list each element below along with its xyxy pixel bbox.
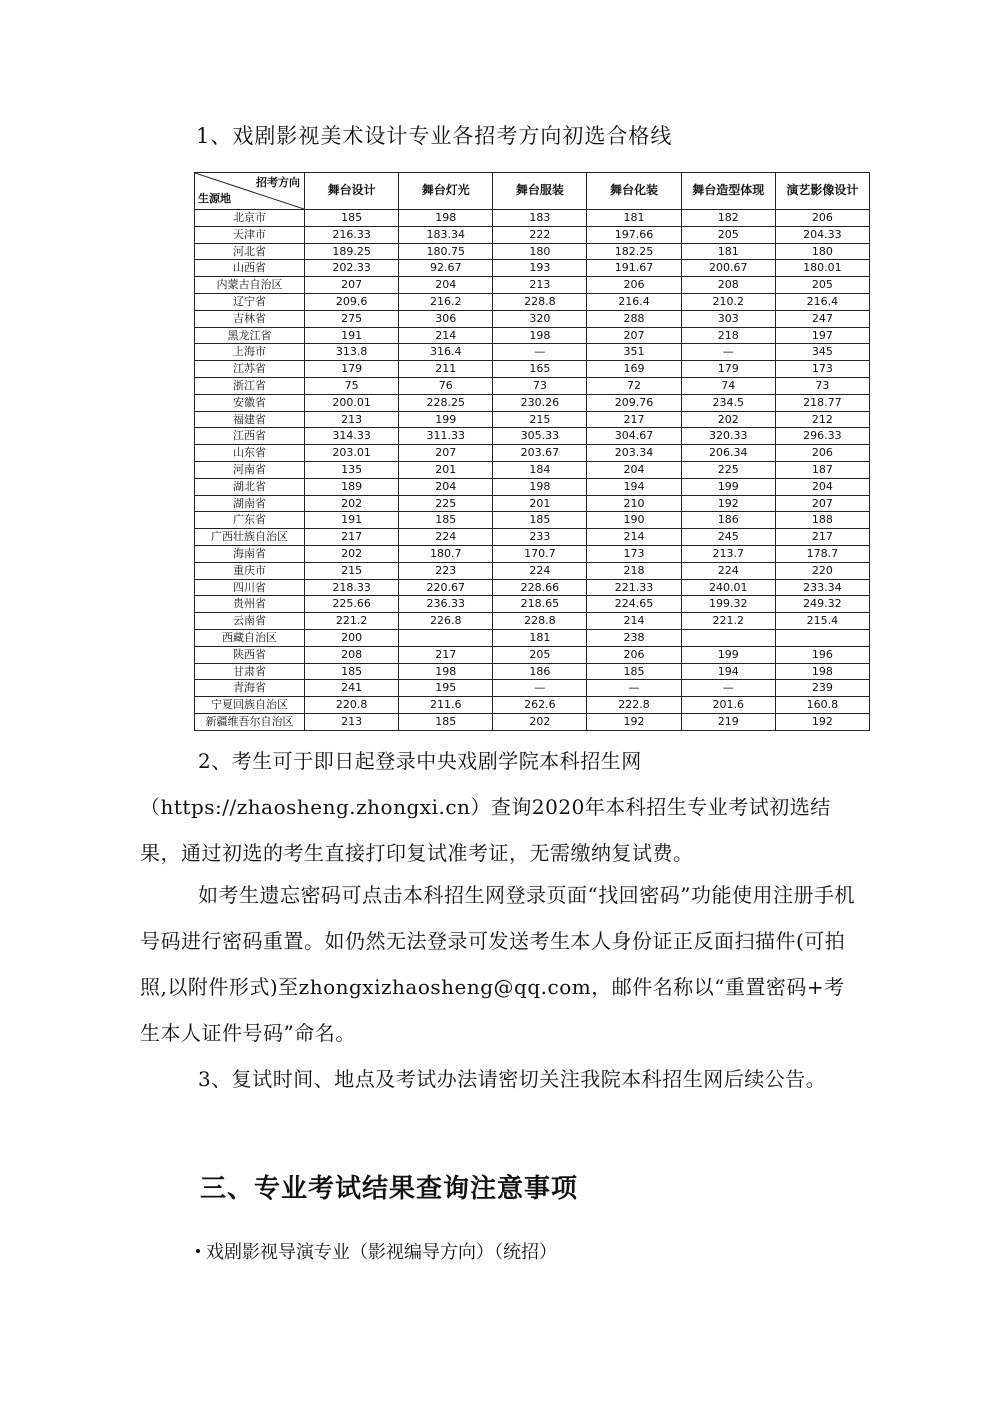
score-cell: 195 bbox=[399, 680, 493, 697]
score-cell: 181 bbox=[681, 243, 775, 260]
score-cell: 197 bbox=[775, 327, 869, 344]
table-row bbox=[195, 361, 870, 378]
score-cell: 224 bbox=[681, 562, 775, 579]
score-cell: 234.5 bbox=[681, 394, 775, 411]
score-cell: 215 bbox=[493, 411, 587, 428]
score-cell: 222.8 bbox=[587, 697, 681, 714]
score-cell: 160.8 bbox=[775, 697, 869, 714]
score-cell: 207 bbox=[305, 277, 399, 294]
score-cell: 228.25 bbox=[399, 394, 493, 411]
score-cell: 245 bbox=[681, 529, 775, 546]
region-cell: 吉林省 bbox=[195, 310, 305, 327]
score-cell: 186 bbox=[493, 663, 587, 680]
score-cell: 225.66 bbox=[305, 596, 399, 613]
score-cell: 189.25 bbox=[305, 243, 399, 260]
score-cell: 209.6 bbox=[305, 293, 399, 310]
corner-label-direction: 招考方向 bbox=[256, 176, 300, 189]
table-row bbox=[195, 226, 870, 243]
score-cell: 216.2 bbox=[399, 293, 493, 310]
table-row bbox=[195, 327, 870, 344]
score-cell: 170.7 bbox=[493, 545, 587, 562]
score-cell: 217 bbox=[305, 529, 399, 546]
score-cell: 202.33 bbox=[305, 260, 399, 277]
score-cell: 206.34 bbox=[681, 445, 775, 462]
score-cell: 228.8 bbox=[493, 293, 587, 310]
score-cell: 213 bbox=[305, 713, 399, 730]
score-cell: 194 bbox=[587, 478, 681, 495]
score-cell: 199 bbox=[681, 478, 775, 495]
column-header: 舞台灯光 bbox=[399, 173, 493, 210]
score-cell: 200.67 bbox=[681, 260, 775, 277]
score-cell: 202 bbox=[305, 545, 399, 562]
score-cell: 192 bbox=[775, 713, 869, 730]
score-cell: 221.2 bbox=[681, 613, 775, 630]
score-cell: 216.4 bbox=[775, 293, 869, 310]
table-row bbox=[195, 613, 870, 630]
score-cell: 191 bbox=[305, 512, 399, 529]
column-header: 舞台设计 bbox=[305, 173, 399, 210]
score-cell: 192 bbox=[681, 495, 775, 512]
table-row bbox=[195, 646, 870, 663]
score-cell: 194 bbox=[681, 663, 775, 680]
score-cell: 224 bbox=[493, 562, 587, 579]
table-row bbox=[195, 243, 870, 260]
score-cell: 165 bbox=[493, 361, 587, 378]
score-cell: 201 bbox=[399, 461, 493, 478]
score-cell: 205 bbox=[775, 277, 869, 294]
score-cell: 220.67 bbox=[399, 579, 493, 596]
score-cell: 262.6 bbox=[493, 697, 587, 714]
region-cell: 甘肃省 bbox=[195, 663, 305, 680]
score-cell: 228.66 bbox=[493, 579, 587, 596]
table-row bbox=[195, 629, 870, 646]
score-cell: 238 bbox=[587, 629, 681, 646]
score-cell: 204 bbox=[775, 478, 869, 495]
score-cell: 213.7 bbox=[681, 545, 775, 562]
score-cell: 218.77 bbox=[775, 394, 869, 411]
table-row bbox=[195, 545, 870, 562]
score-cell: 169 bbox=[587, 361, 681, 378]
score-cell: 313.8 bbox=[305, 344, 399, 361]
score-cell: 185 bbox=[587, 663, 681, 680]
table-row bbox=[195, 260, 870, 277]
score-cell bbox=[775, 629, 869, 646]
score-cell: 316.4 bbox=[399, 344, 493, 361]
table-row bbox=[195, 344, 870, 361]
score-cell: 214 bbox=[587, 613, 681, 630]
score-cell: 221.33 bbox=[587, 579, 681, 596]
bullet-item bbox=[196, 1238, 557, 1264]
score-cell: 218.33 bbox=[305, 579, 399, 596]
table-row bbox=[195, 562, 870, 579]
score-cell: 179 bbox=[305, 361, 399, 378]
table-row bbox=[195, 210, 870, 227]
score-cell: 197.66 bbox=[587, 226, 681, 243]
table-row bbox=[195, 512, 870, 529]
region-cell: 黑龙江省 bbox=[195, 327, 305, 344]
score-cell: — bbox=[493, 680, 587, 697]
region-cell: 陕西省 bbox=[195, 646, 305, 663]
score-cell: 214 bbox=[587, 529, 681, 546]
score-cell: 204 bbox=[587, 461, 681, 478]
region-cell: 广西壮族自治区 bbox=[195, 529, 305, 546]
score-cell: 72 bbox=[587, 377, 681, 394]
region-cell: 广东省 bbox=[195, 512, 305, 529]
score-cell: 76 bbox=[399, 377, 493, 394]
table-row bbox=[195, 445, 870, 462]
region-cell: 四川省 bbox=[195, 579, 305, 596]
score-cell: 135 bbox=[305, 461, 399, 478]
score-cell: 214 bbox=[399, 327, 493, 344]
score-cell: 210 bbox=[587, 495, 681, 512]
score-cell: 239 bbox=[775, 680, 869, 697]
score-cell bbox=[399, 629, 493, 646]
table-body bbox=[195, 210, 870, 731]
score-cell: 233.34 bbox=[775, 579, 869, 596]
score-cell: 288 bbox=[587, 310, 681, 327]
score-cell: 217 bbox=[399, 646, 493, 663]
table-row bbox=[195, 495, 870, 512]
score-cell: 198 bbox=[399, 663, 493, 680]
region-cell: 福建省 bbox=[195, 411, 305, 428]
score-cell: 205 bbox=[681, 226, 775, 243]
score-cell: 213 bbox=[305, 411, 399, 428]
score-cell: 201.6 bbox=[681, 697, 775, 714]
section-1-heading: 1、戏剧影视美术设计专业各招考方向初选合格线 bbox=[196, 124, 673, 148]
region-cell: 山西省 bbox=[195, 260, 305, 277]
region-cell: 河南省 bbox=[195, 461, 305, 478]
region-cell: 山东省 bbox=[195, 445, 305, 462]
bullet-item-text: 戏剧影视导演专业（影视编导方向）（统招） bbox=[206, 1242, 557, 1263]
column-header: 演艺影像设计 bbox=[775, 173, 869, 210]
score-cell: 215 bbox=[305, 562, 399, 579]
score-cell: 189 bbox=[305, 478, 399, 495]
region-cell: 青海省 bbox=[195, 680, 305, 697]
score-cell: 192 bbox=[587, 713, 681, 730]
score-cell: — bbox=[681, 344, 775, 361]
region-cell: 浙江省 bbox=[195, 377, 305, 394]
score-cell: 304.67 bbox=[587, 428, 681, 445]
score-cell: 204.33 bbox=[775, 226, 869, 243]
score-cell: 213 bbox=[493, 277, 587, 294]
score-cell: 218 bbox=[681, 327, 775, 344]
score-cell: 73 bbox=[775, 377, 869, 394]
score-cell: 275 bbox=[305, 310, 399, 327]
score-cell bbox=[681, 629, 775, 646]
score-cell: 204 bbox=[399, 277, 493, 294]
score-cell: 193 bbox=[493, 260, 587, 277]
score-cell: 230.26 bbox=[493, 394, 587, 411]
score-cell: 185 bbox=[493, 512, 587, 529]
score-cell: 206 bbox=[775, 445, 869, 462]
score-cell: 314.33 bbox=[305, 428, 399, 445]
score-cell: 202 bbox=[493, 713, 587, 730]
region-cell: 贵州省 bbox=[195, 596, 305, 613]
score-cell: 320 bbox=[493, 310, 587, 327]
score-cell: 207 bbox=[399, 445, 493, 462]
bullet-dot-icon bbox=[196, 1249, 200, 1253]
table-row bbox=[195, 277, 870, 294]
score-cell: 191.67 bbox=[587, 260, 681, 277]
region-cell: 西藏自治区 bbox=[195, 629, 305, 646]
table-row bbox=[195, 529, 870, 546]
score-cell: 201 bbox=[493, 495, 587, 512]
score-cell: 220.8 bbox=[305, 697, 399, 714]
table-row bbox=[195, 394, 870, 411]
score-cell: — bbox=[681, 680, 775, 697]
score-cell: 202 bbox=[305, 495, 399, 512]
score-cell: 181 bbox=[493, 629, 587, 646]
score-cell: 178.7 bbox=[775, 545, 869, 562]
score-cell: 173 bbox=[775, 361, 869, 378]
score-cell: 196 bbox=[775, 646, 869, 663]
score-cell: 92.67 bbox=[399, 260, 493, 277]
corner-label-origin: 生源地 bbox=[198, 192, 231, 206]
score-cell: 186 bbox=[681, 512, 775, 529]
score-cell: 202 bbox=[681, 411, 775, 428]
score-cell: 185 bbox=[305, 663, 399, 680]
score-cell: 320.33 bbox=[681, 428, 775, 445]
region-cell: 河北省 bbox=[195, 243, 305, 260]
region-cell: 湖南省 bbox=[195, 495, 305, 512]
score-cell: 198 bbox=[775, 663, 869, 680]
paragraph-login-notice: 2、考生可于即日起登录中央戏剧学院本科招生网 bbox=[198, 749, 642, 773]
score-cell: 180.75 bbox=[399, 243, 493, 260]
score-cell: 249.32 bbox=[775, 596, 869, 613]
score-cell: 208 bbox=[681, 277, 775, 294]
table-row bbox=[195, 461, 870, 478]
score-cell: 203.67 bbox=[493, 445, 587, 462]
score-cell: 228.8 bbox=[493, 613, 587, 630]
region-cell: 北京市 bbox=[195, 210, 305, 227]
score-cell: 199.32 bbox=[681, 596, 775, 613]
section-3-heading: 三、专业考试结果查询注意事项 bbox=[200, 1174, 579, 1204]
score-cell: 220 bbox=[775, 562, 869, 579]
score-cell: 188 bbox=[775, 512, 869, 529]
score-cell: 206 bbox=[775, 210, 869, 227]
column-header: 舞台服装 bbox=[493, 173, 587, 210]
score-cell: 296.33 bbox=[775, 428, 869, 445]
score-cell: 207 bbox=[775, 495, 869, 512]
table-header-row bbox=[195, 173, 870, 210]
score-cell: 180 bbox=[775, 243, 869, 260]
table-row bbox=[195, 680, 870, 697]
score-cell: 216.4 bbox=[587, 293, 681, 310]
score-cell: 187 bbox=[775, 461, 869, 478]
score-cell: 222 bbox=[493, 226, 587, 243]
score-cell: 185 bbox=[399, 512, 493, 529]
score-cell: 182 bbox=[681, 210, 775, 227]
score-cell: 207 bbox=[587, 327, 681, 344]
score-cell: 217 bbox=[775, 529, 869, 546]
region-cell: 安徽省 bbox=[195, 394, 305, 411]
score-cell: 173 bbox=[587, 545, 681, 562]
score-cell: 190 bbox=[587, 512, 681, 529]
region-cell: 天津市 bbox=[195, 226, 305, 243]
score-cell: 200 bbox=[305, 629, 399, 646]
region-cell: 云南省 bbox=[195, 613, 305, 630]
region-cell: 新疆维吾尔自治区 bbox=[195, 713, 305, 730]
region-cell: 海南省 bbox=[195, 545, 305, 562]
score-cell: 240.01 bbox=[681, 579, 775, 596]
score-cell: 306 bbox=[399, 310, 493, 327]
table-row bbox=[195, 579, 870, 596]
table-row bbox=[195, 478, 870, 495]
score-cell: 226.8 bbox=[399, 613, 493, 630]
score-cell: 206 bbox=[587, 646, 681, 663]
score-cell: 212 bbox=[775, 411, 869, 428]
score-cell: 247 bbox=[775, 310, 869, 327]
score-cell: 223 bbox=[399, 562, 493, 579]
score-cell: 208 bbox=[305, 646, 399, 663]
score-cell: 75 bbox=[305, 377, 399, 394]
table-row bbox=[195, 293, 870, 310]
score-cell: 210.2 bbox=[681, 293, 775, 310]
score-cell: 224 bbox=[399, 529, 493, 546]
score-cell: 233 bbox=[493, 529, 587, 546]
score-cell: — bbox=[493, 344, 587, 361]
score-cell: 218 bbox=[587, 562, 681, 579]
column-header: 舞台造型体现 bbox=[681, 173, 775, 210]
region-cell: 江西省 bbox=[195, 428, 305, 445]
score-cell: 74 bbox=[681, 377, 775, 394]
table-corner-cell bbox=[195, 173, 305, 210]
score-cell: 179 bbox=[681, 361, 775, 378]
score-cell: 236.33 bbox=[399, 596, 493, 613]
region-cell: 上海市 bbox=[195, 344, 305, 361]
score-cell: 211.6 bbox=[399, 697, 493, 714]
score-cell: 218.65 bbox=[493, 596, 587, 613]
score-cell: 203.34 bbox=[587, 445, 681, 462]
table-row bbox=[195, 310, 870, 327]
score-cell: 185 bbox=[305, 210, 399, 227]
score-cell: 200.01 bbox=[305, 394, 399, 411]
score-cell: 205 bbox=[493, 646, 587, 663]
score-cell: 181 bbox=[587, 210, 681, 227]
table-row bbox=[195, 411, 870, 428]
score-cell: — bbox=[587, 680, 681, 697]
score-cell: 225 bbox=[399, 495, 493, 512]
table-row bbox=[195, 596, 870, 613]
region-cell: 江苏省 bbox=[195, 361, 305, 378]
region-cell: 内蒙古自治区 bbox=[195, 277, 305, 294]
score-cell: 180 bbox=[493, 243, 587, 260]
score-cell: 198 bbox=[493, 327, 587, 344]
score-cell: 183.34 bbox=[399, 226, 493, 243]
score-cell: 198 bbox=[399, 210, 493, 227]
score-cell: 203.01 bbox=[305, 445, 399, 462]
score-cell: 206 bbox=[587, 277, 681, 294]
score-cell: 221.2 bbox=[305, 613, 399, 630]
paragraph-login-details: （https://zhaosheng.zhongxi.cn）查询2020年本科招生专业考试初选结果，通过初选的考生直接打印复试准考证，无需缴纳复试费。 bbox=[140, 795, 831, 865]
score-cell: 211 bbox=[399, 361, 493, 378]
paragraph-retest-notice: 3、复试时间、地点及考试办法请密切关注我院本科招生网后续公告。 bbox=[198, 1067, 827, 1091]
score-cell: 198 bbox=[493, 478, 587, 495]
region-cell: 辽宁省 bbox=[195, 293, 305, 310]
score-cell: 224.65 bbox=[587, 596, 681, 613]
score-cell: 183 bbox=[493, 210, 587, 227]
score-cell: 216.33 bbox=[305, 226, 399, 243]
score-cell: 209.76 bbox=[587, 394, 681, 411]
score-cell: 215.4 bbox=[775, 613, 869, 630]
score-cell: 182.25 bbox=[587, 243, 681, 260]
region-cell: 湖北省 bbox=[195, 478, 305, 495]
score-cell: 225 bbox=[681, 461, 775, 478]
score-cell: 199 bbox=[681, 646, 775, 663]
table-row bbox=[195, 428, 870, 445]
cutoff-score-table bbox=[194, 172, 870, 731]
table-row bbox=[195, 713, 870, 730]
region-cell: 宁夏回族自治区 bbox=[195, 697, 305, 714]
score-cell: 311.33 bbox=[399, 428, 493, 445]
score-cell: 184 bbox=[493, 461, 587, 478]
score-cell: 191 bbox=[305, 327, 399, 344]
score-cell: 217 bbox=[587, 411, 681, 428]
score-cell: 351 bbox=[587, 344, 681, 361]
table-row bbox=[195, 377, 870, 394]
paragraph-password-reset: 如考生遗忘密码可点击本科招生网登录页面“找回密码”功能使用注册手机号码进行密码重置。如仍然无法登录可发送考生本人身份证正反面扫描件(可拍照,以附件形式)至zhongxizhaosheng@qq.com，邮件名称以“重置密码+考生本人证件号码”命名。 bbox=[140, 883, 855, 1045]
region-cell: 重庆市 bbox=[195, 562, 305, 579]
score-cell: 204 bbox=[399, 478, 493, 495]
table-row bbox=[195, 663, 870, 680]
table-row bbox=[195, 697, 870, 714]
score-cell: 305.33 bbox=[493, 428, 587, 445]
score-cell: 303 bbox=[681, 310, 775, 327]
score-cell: 241 bbox=[305, 680, 399, 697]
score-cell: 180.01 bbox=[775, 260, 869, 277]
score-cell: 180.7 bbox=[399, 545, 493, 562]
column-header: 舞台化装 bbox=[587, 173, 681, 210]
score-cell: 345 bbox=[775, 344, 869, 361]
score-cell: 73 bbox=[493, 377, 587, 394]
score-cell: 185 bbox=[399, 713, 493, 730]
score-cell: 219 bbox=[681, 713, 775, 730]
score-cell: 199 bbox=[399, 411, 493, 428]
